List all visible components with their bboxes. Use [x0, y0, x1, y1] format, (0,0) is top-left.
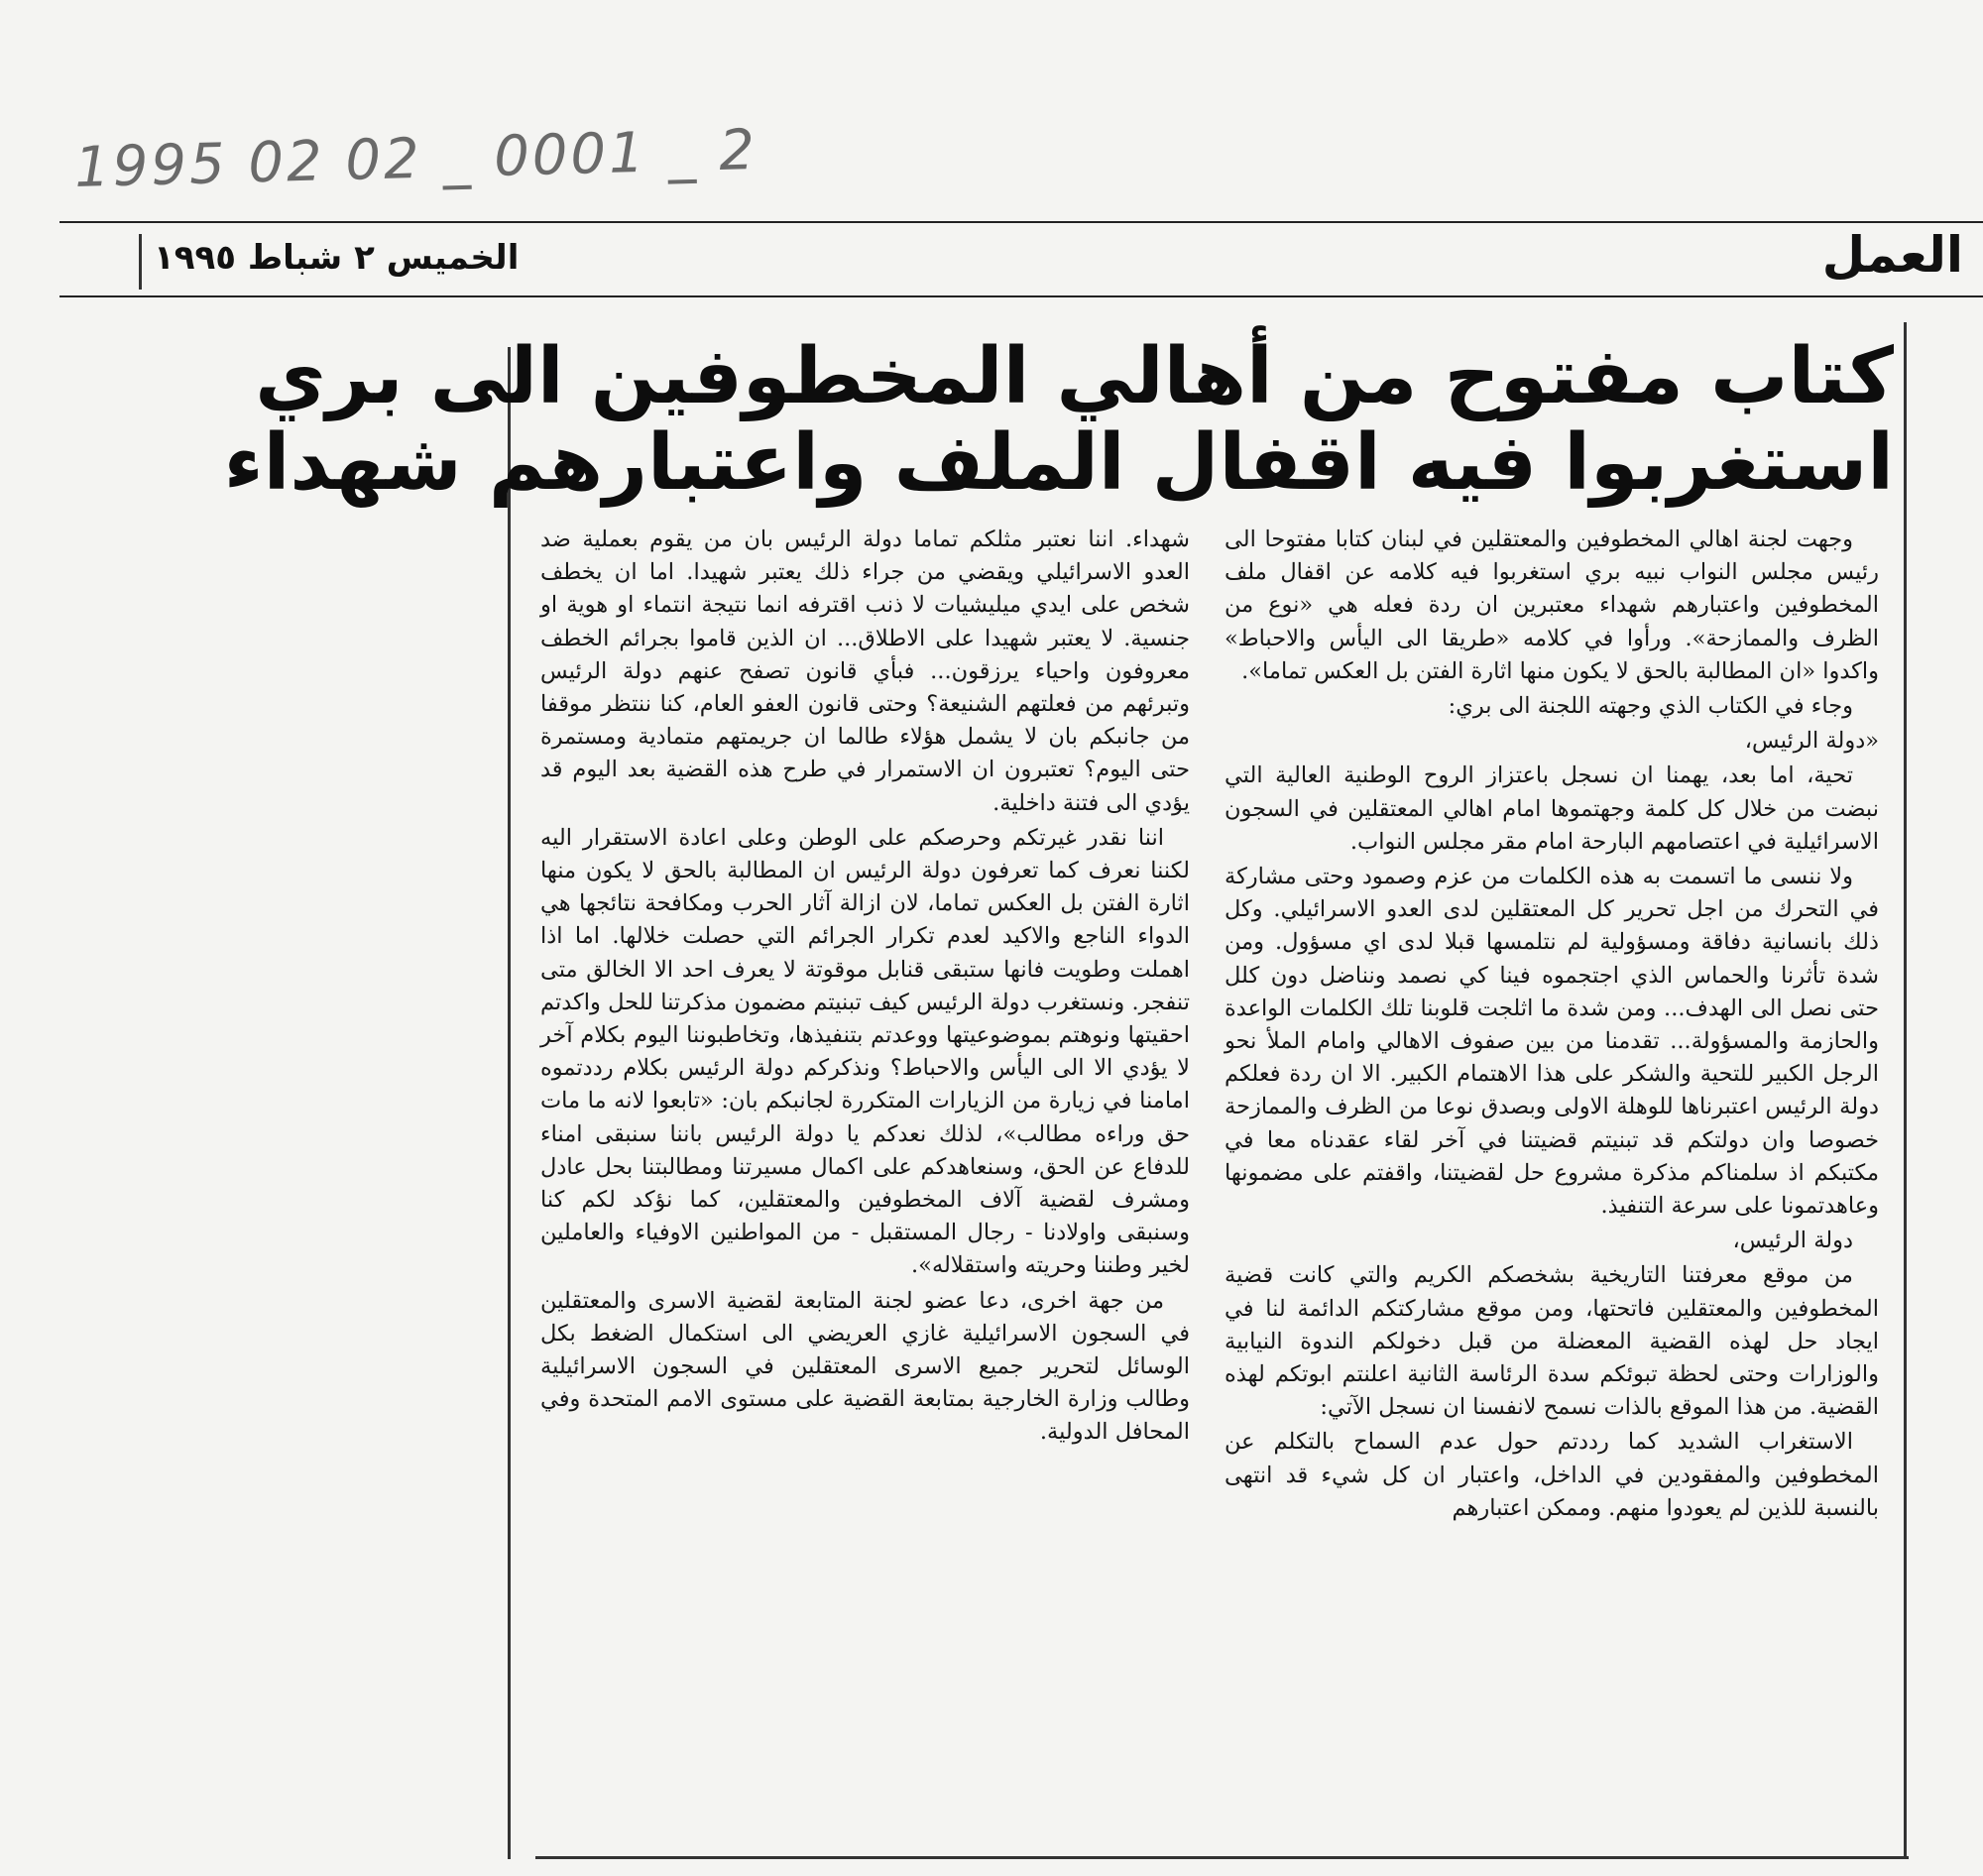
- issue-date: الخميس ٢ شباط ١٩٩٥: [154, 238, 520, 278]
- paragraph: اننا نقدر غيرتكم وحرصكم على الوطن وعلى اعادة الاستقرار اليه لكننا نعرف كما تعرفون دولة الرئيس ان المطالبة بالحق لا يكون منها اثارة الفتن بل العكس تماما، لان ازالة آثار الحرب ومكافحة نتائجها هي الدواء الناجع والاكيد لعدم تكرار الجرائم التي حصلت خلالها. اما اذا اهملت وطويت فانها ستبقى قنابل موقوتة لا يعرف احد الا الخالق متى تنفجر. ونستغرب دولة الرئيس كيف تبنيتم مضمون مذكرتنا للحل واكدتم احقيتها ونوهتم بموضوعيتها ووعدتم بتنفيذها، وتخاطبوننا اليوم بكلام آخر لا يؤدي الا الى اليأس والاحباط؟ ونذكركم دولة الرئيس بكلام رددتموه امامنا في زيارة من الزيارات المتكررة لجانبكم بان: «تابعوا لانه ما مات حق وراءه مطالب»، لذلك نعدكم يا دولة الرئيس باننا سنبقى امناء للدفاع عن الحق، وسنعاهدكم على اكمال مسيرتنا ومطالبتنا بحل عادل ومشرف لقضية آلاف المخطوفين والمعتقلين، كما نؤكد لكم كنا وسنبقى واولادنا - رجال المستقبل - من المواطنين الاوفياء والعاملين لخير وطننا وحريته واستقلاله».: [540, 824, 1190, 1279]
- article-column-left: [540, 524, 1190, 1842]
- article-column-right: [1225, 524, 1879, 1852]
- paragraph: وجاء في الكتاب الذي وجهته اللجنة الى بري:: [1448, 693, 1853, 720]
- paragraph: من موقع معرفتنا التاريخية بشخصكم الكريم والتي كانت قضية المخطوفين والمعتقلين فاتحتها، ومن موقع مشاركتكم الدائمة لنا في ايجاد حل لهذه القضية المعضلة من قبل دخولكم الندوة النيابية والوزارات وحتى لحظة تبوئكم سدة الرئاسة الثانية اعلنتم ابوتكم لهذه القضية. من هذا الموقع بالذات نسمح لانفسنا ان نسجل الآتي:: [1225, 1262, 1879, 1421]
- paragraph: ولا ننسى ما اتسمت به هذه الكلمات من عزم وصمود وحتى مشاركة في التحرك من اجل تحرير كل المعتقلين لدى العدو الاسرائيلي. وكل ذلك بانسانية دفاقة ومسؤولية لم نتلمسها قبلا لدى اي مسؤول. ومن شدة تأثرنا والحماس الذي اجتجموه فينا كي نصمد ونناضل دون كلل حتى نصل الى الهدف... ومن شدة ما اثلجت قلوبنا تلك الكلمات الواعدة والحازمة والمسؤولة... تقدمنا من بين صفوف الاهالي وامام الملأ نحو الرجل الكبير للتحية والشكر على هذا الاهتمام الكبير. الا ان ردة فعلكم دولة الرئيس اعتبرناها للوهلة الاولى وبصدق نوعا من الظرف والممازحة خصوصا وان دولتكم قد تبنيتم قضيتنا في آخر لقاء عقدناه معا في مكتبكم اذ سلمناكم مذكرة مشروع حل لقضيتنا، واقفتم على مضمونها وعاهدتمونا على سرعة التنفيذ.: [1225, 864, 1879, 1220]
- headline-line-1: كتاب مفتوح من أهالي المخطوفين الى بري: [255, 332, 1894, 421]
- article-bottom-rule: [535, 1856, 1909, 1859]
- masthead-top-rule: [59, 221, 1983, 223]
- paragraph: الاستغراب الشديد كما رددتم حول عدم السماح بالتكلم عن المخطوفين والمفقودين في الداخل، واعتبار ان كل شيء قد انتهى بالنسبة للذين لم يعودوا منهم. وممكن اعتبارهم: [1225, 1429, 1879, 1521]
- article-left-border: [508, 347, 511, 1859]
- paragraph: «دولة الرئيس،: [1744, 728, 1879, 755]
- handwritten-archive-id: 1995 02 02 _ 0001 _ 2: [73, 117, 758, 201]
- date-separator-bar: [139, 234, 142, 290]
- newspaper-name: العمل: [1821, 226, 1963, 284]
- article-right-border: [1904, 322, 1907, 1859]
- paragraph: وجهت لجنة اهالي المخطوفين والمعتقلين في لبنان كتابا مفتوحا الى رئيس مجلس النواب نبيه بري استغربوا فيه كلامه عن اقفال ملف المخطوفين واعتبارهم شهداء معتبرين ان ردة فعله هي «نوع من الظرف والممازحة». ورأوا في كلامه «طريقا الى اليأس والاحباط» واكدوا «ان المطالبة بالحق لا يكون منها اثارة الفتن بل العكس تماما».: [1225, 527, 1879, 684]
- headline-line-2: استغربوا فيه اقفال الملف واعتبارهم شهداء: [223, 418, 1894, 508]
- paragraph: دولة الرئيس،: [1732, 1228, 1853, 1254]
- paragraph: شهداء. اننا نعتبر مثلكم تماما دولة الرئيس بان من يقوم بعملية ضد العدو الاسرائيلي ويقضي من جراء ذلك يعتبر شهيدا. اما ان يخطف شخص على ايدي ميليشيات لا ذنب اقترفه انما نتيجة انتماء او هوية او جنسية. لا يعتبر شهيدا على الاطلاق... ان الذين قاموا بجرائم الخطف معروفون واحياء يرزقون... فبأي قانون تصفح عنهم دولة الرئيس وتبرئهم من فعلتهم الشنيعة؟ وحتى قانون العفو العام، كنا ننتظر موقفا من جانبكم بان لا يشمل هؤلاء طالما ان جريمتهم متمادية ومستمرة حتى اليوم؟ تعتبرون ان الاستمرار في طرح هذه القضية بعد اليوم قد يؤدي الى فتنة داخلية.: [540, 527, 1190, 816]
- masthead-bottom-rule: [59, 295, 1983, 297]
- paragraph: من جهة اخرى، دعا عضو لجنة المتابعة لقضية الاسرى والمعتقلين في السجون الاسرائيلية غازي العريضي الى استكمال الضغط بكل الوسائل لتحرير جميع الاسرى المعتقلين في السجون الاسرائيلية وطالب وزارة الخارجية بمتابعة القضية على مستوى الامم المتحدة وفي المحافل الدولية.: [540, 1287, 1190, 1446]
- paragraph: تحية، اما بعد، يهمنا ان نسجل باعتزاز الروح الوطنية العالية التي نبضت من خلال كل كلمة وجهتموها امام اهالي المعتقلين في السجون الاسرائيلية في اعتصامهم البارحة امام مقر مجلس النواب.: [1225, 762, 1879, 855]
